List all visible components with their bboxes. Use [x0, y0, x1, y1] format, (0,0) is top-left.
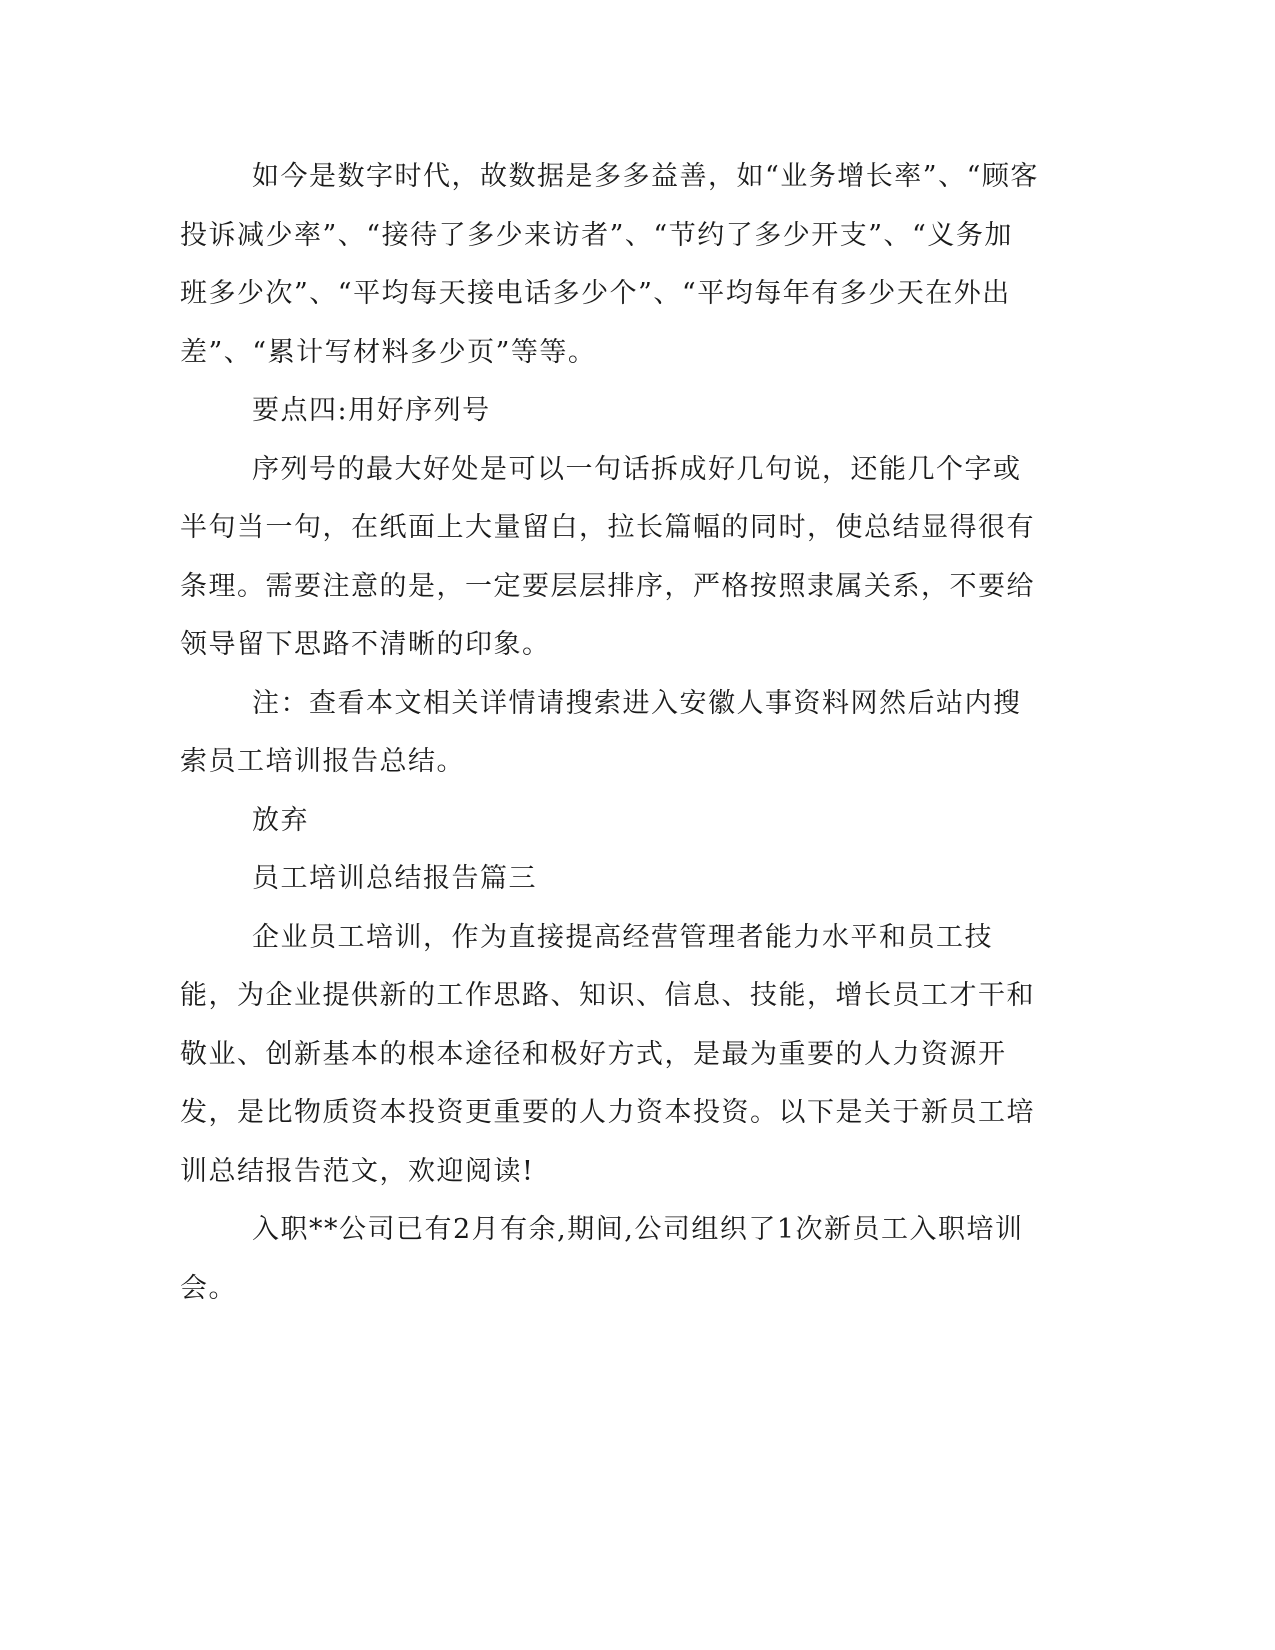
paragraph-training-intro: 企业员工培训，作为直接提高经营管理者能力水平和员工技能，为企业提供新的工作思路、知识、信息、技能，增长员工才干和敬业、创新基本的根本途径和极好方式，是最为重要的人力资源开发，是比物质资本投资更重要的人力资本投资。以下是关于新员工培训总结报告范文，欢迎阅读!	[180, 921, 1035, 1187]
document-body	[180, 148, 1040, 1318]
paragraph-onboarding: 入职**公司已有2月有余,期间,公司组织了1次新员工入职培训会。	[180, 1214, 1024, 1304]
paragraph-note: 注：查看本文相关详情请搜索进入安徽人事资料网然后站内搜索员工培训报告总结。	[180, 687, 1022, 777]
paragraph-serial-numbers: 序列号的最大好处是可以一句话拆成好几句说，还能几个字或半句当一句，在纸面上大量留白，拉长篇幅的同时，使总结显得很有条理。需要注意的是，一定要层层排序，严格按照隶属关系，不要给领导留下思路不清晰的印象。	[180, 453, 1035, 660]
section-heading-point-four: 要点四:用好序列号	[252, 395, 491, 426]
paragraph-data-examples: 如今是数字时代，故数据是多多益善，如“业务增长率”、“顾客投诉减少率”、“接待了多少来访者”、“节约了多少开支”、“义务加班多少次”、“平均每天接电话多少个”、“平均每年有多少天在外出差”、“累计写材料多少页”等等。	[180, 161, 1039, 368]
section-heading-part-three: 员工培训总结报告篇三	[252, 863, 537, 894]
paragraph-give-up: 放弃	[252, 804, 309, 836]
